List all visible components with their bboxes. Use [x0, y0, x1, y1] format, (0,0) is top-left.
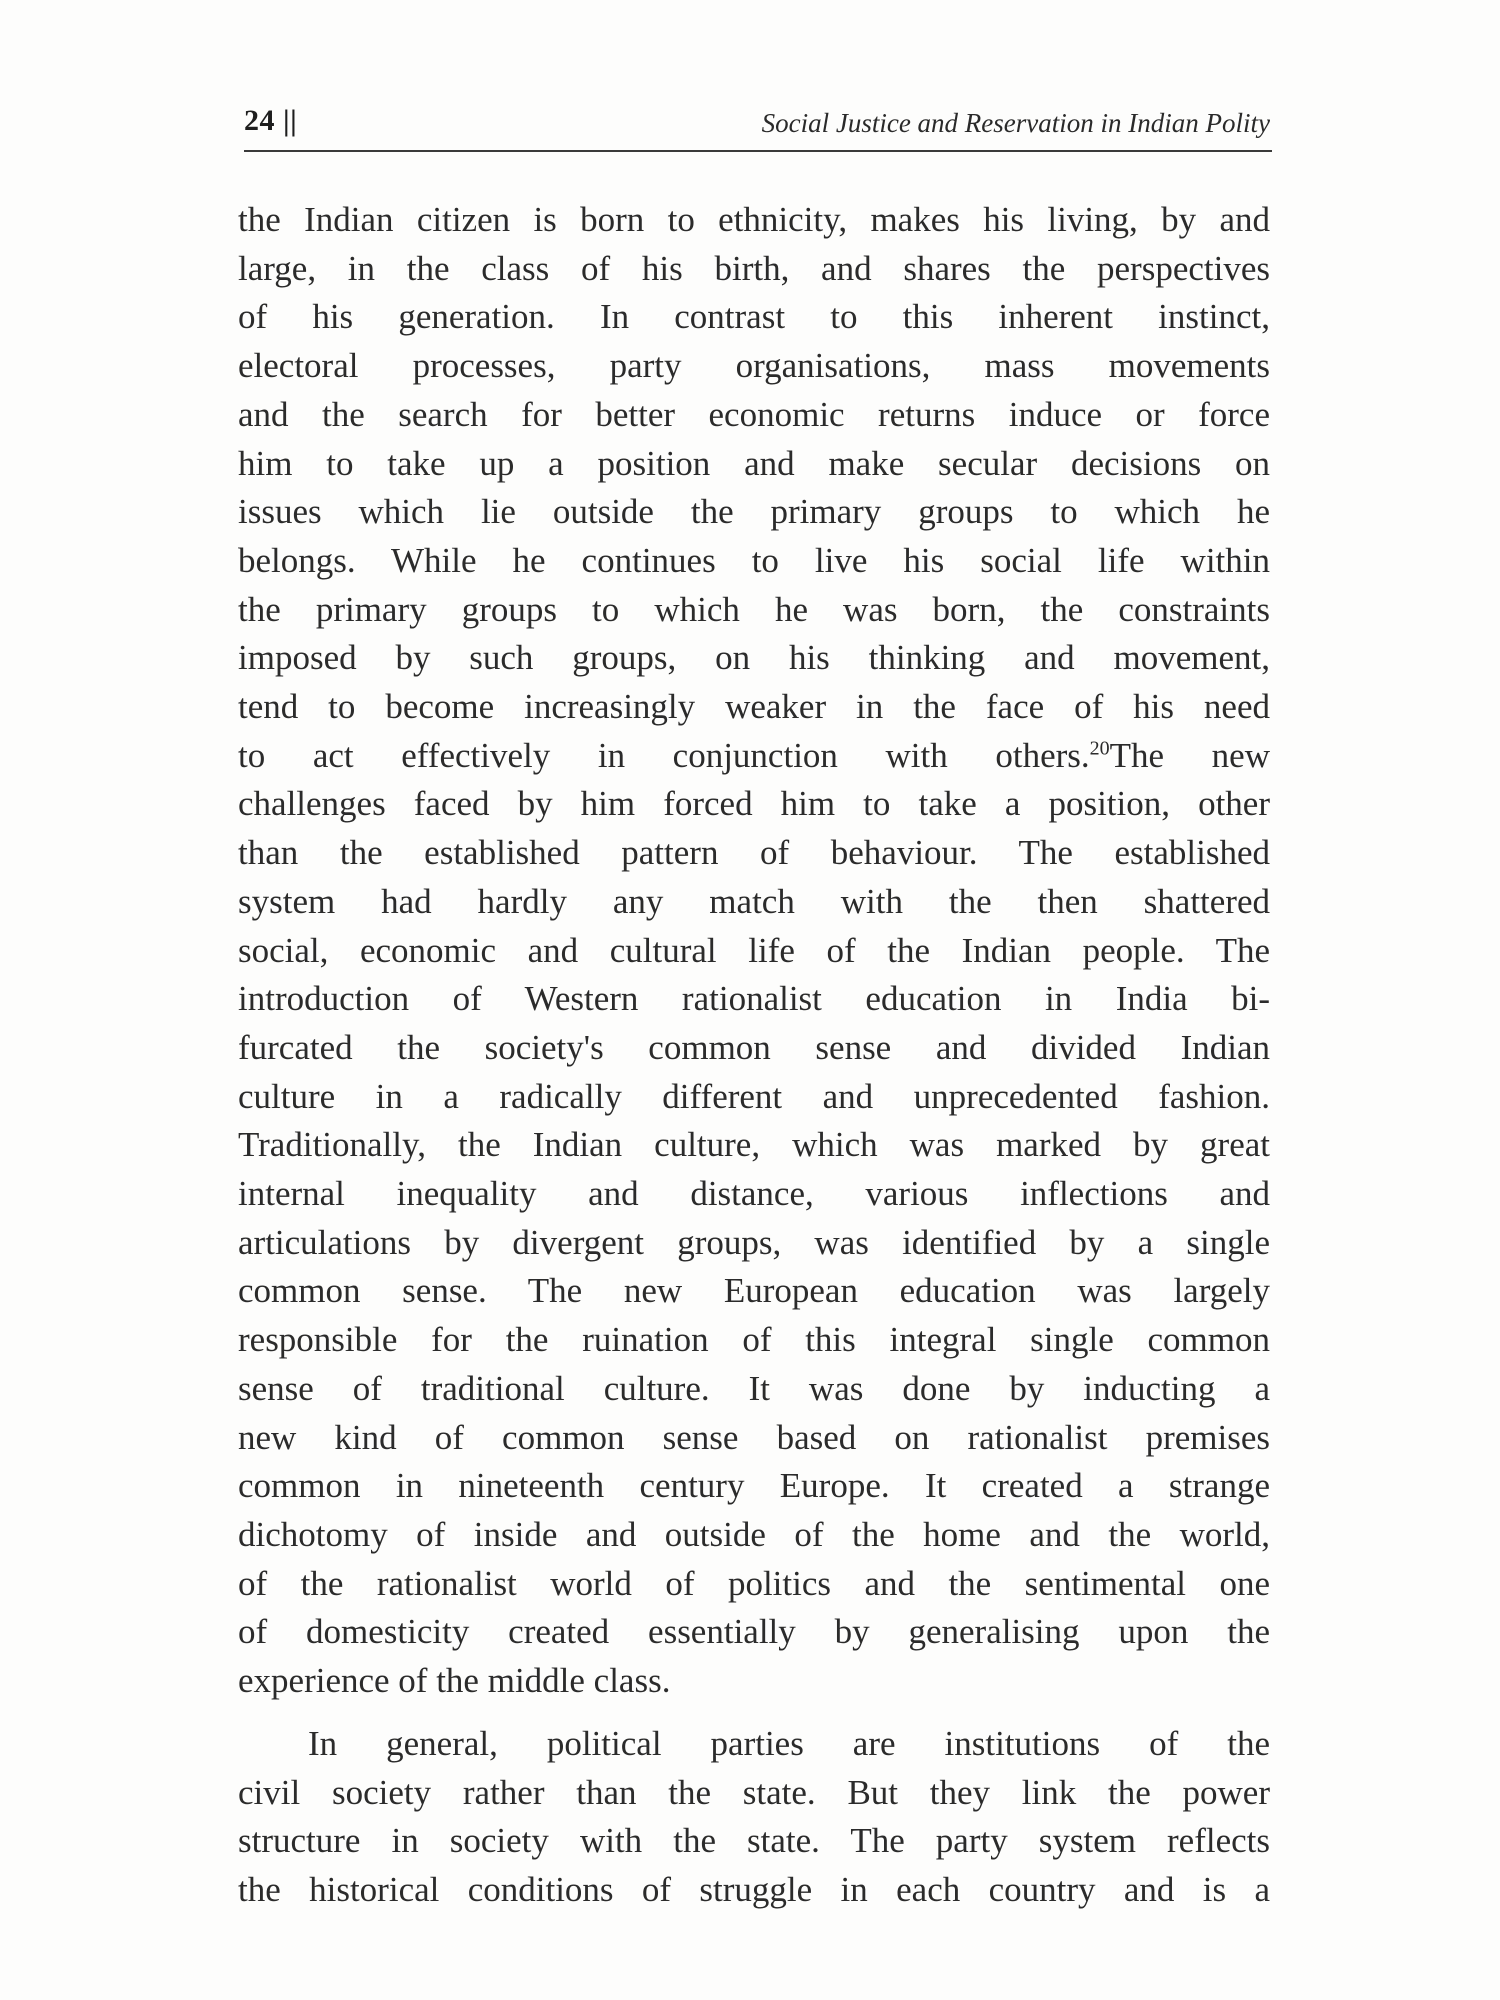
text-line: belongs. While he continues to live his social life within [238, 540, 1270, 580]
page-number: 24 || [244, 104, 298, 137]
text-line: the Indian citizen is born to ethnicity, makes his living, by and [238, 200, 1270, 239]
text-fragment: to act effectively in conjunction with others. [238, 735, 1090, 775]
text-line: electoral processes, party organisations, mass movements [238, 346, 1270, 386]
text-line: imposed by such groups, on his thinking and movement, [238, 638, 1270, 678]
paragraph-2 [238, 1720, 1270, 1915]
text-line: and the search for better economic returns induce or force [238, 394, 1270, 434]
text-line: common in nineteenth century Europe. It created a strange [238, 1466, 1270, 1506]
text-line: introduction of Western rationalist education in India bi- [238, 979, 1270, 1019]
text-line: system had hardly any match with the then shattered [238, 881, 1270, 921]
text-line: of domesticity created essentially by generalising upon the [238, 1612, 1270, 1652]
text-line: common sense. The new European education was largely [238, 1271, 1270, 1311]
page-header [244, 100, 1272, 152]
text-line: than the established pattern of behaviour. The established [238, 833, 1270, 873]
paragraph-1 [238, 196, 1270, 1706]
text-line: Traditionally, the Indian culture, which was marked by great [238, 1125, 1270, 1165]
text-line: internal inequality and distance, various inflections and [238, 1174, 1270, 1214]
text-line: social, economic and cultural life of the Indian people. The [238, 930, 1270, 970]
text-line: In general, political parties are institutions of the [308, 1723, 1270, 1763]
text-fragment: The new [1109, 735, 1270, 775]
text-line: issues which lie outside the primary groups to which he [238, 492, 1270, 532]
text-line: the primary groups to which he was born, the constraints [238, 589, 1270, 629]
text-line: of the rationalist world of politics and the sentimental one [238, 1563, 1270, 1603]
text-line: experience of the middle class. [238, 1661, 671, 1701]
text-line-with-footnote [238, 732, 1270, 781]
text-line: sense of traditional culture. It was done by inducting a [238, 1368, 1270, 1408]
text-line: of his generation. In contrast to this inherent instinct, [238, 297, 1270, 337]
text-line: tend to become increasingly weaker in the face of his need [238, 687, 1270, 727]
text-line: articulations by divergent groups, was identified by a single [238, 1222, 1270, 1262]
running-title: Social Justice and Reservation in Indian Polity [761, 108, 1270, 138]
text-line: responsible for the ruination of this integral single common [238, 1320, 1270, 1360]
text-line: culture in a radically different and unprecedented fashion. [238, 1076, 1270, 1116]
footnote-marker[interactable]: 20 [1089, 737, 1110, 760]
body-text [238, 196, 1270, 1915]
text-line: him to take up a position and make secular decisions on [238, 443, 1270, 483]
text-line: large, in the class of his birth, and shares the perspectives [238, 248, 1270, 288]
text-line: civil society rather than the state. But they link the power [238, 1772, 1270, 1812]
text-line: dichotomy of inside and outside of the home and the world, [238, 1514, 1270, 1554]
text-line: challenges faced by him forced him to take a position, other [238, 784, 1270, 824]
text-line: structure in society with the state. The party system reflects [238, 1821, 1270, 1861]
text-line: new kind of common sense based on rationalist premises [238, 1417, 1270, 1457]
text-line: furcated the society's common sense and divided Indian [238, 1027, 1270, 1067]
text-line: the historical conditions of struggle in each country and is a [238, 1869, 1270, 1909]
